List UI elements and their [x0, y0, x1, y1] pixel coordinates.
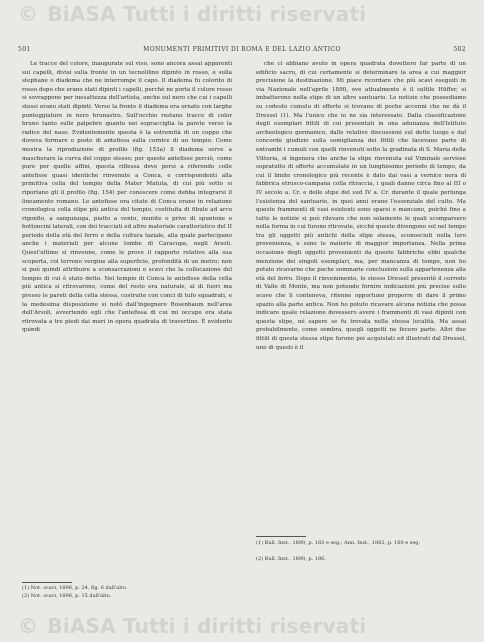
right-footnote-rule — [256, 536, 306, 537]
page-number-left: 501 — [18, 46, 31, 53]
watermark-top — [18, 2, 468, 26]
page-number-right: 502 — [453, 46, 466, 53]
left-footnote-2: (2) Not. scavi, 1896, p. 15 dall'alto. — [22, 593, 112, 599]
running-header — [18, 46, 466, 58]
watermark-text: BiASA Tutti i diritti riservati — [47, 614, 367, 638]
right-footnote-2: (2) Bull. Inst., 1890, p. 186. — [256, 556, 326, 562]
right-footnote-1: (1) Bull. Inst., 1890, p. 183 e seg.; Ann. Inst., 1882, p. 160 e seg. — [256, 540, 421, 546]
copyright-icon: © — [18, 614, 39, 638]
left-footnote-rule — [22, 582, 72, 583]
copyright-icon: © — [18, 2, 39, 26]
left-column-text: Le tracce del colore, inaugurate sul viso, sono ancora assai apparenti sui capelli, divisi sulla fronte in un tecnolilino dipinto in rosso, e sulla stephane o diadema che ne interrompe il capo. Il diadema fu colorito di rosso dopo che erano stati dipinti i capelli, perchè ne porta il colore rosso si sovrappone per inesattezza dell'artista, anche sul nero che cui i capelli stessi erano stati dipinti. Verso la fronte il diadema era ornato con larghe punteggiature in nero brunastro. Sull'occhio restano tracce di color bruno tanto sulle palpebre quanto nei sopracciglia la parete verso la radice del naso. Evidentemente questa è la estremità di un coppo che doveva formare o posto di antefissa sulla cornice di un tempio. Come mostra la riproduzione di profilo (fig. 153a) il diadema serve a mascherare la curva del coppo stesso; per queste antefisse perciò, come pure per quelle affini, questa riflessa deve porsi a riferendo colle antefisse quasi identiche rinvenute a Conca, e corrispondenti alla primitiva cella del tempio della Mater Matuta, di cui più sotto si riportano gli il profilo (fig. 154) per conoscere come debba integrarsi il lineamento romano. Le antefisse ora citate di Conca erano in relazione cronologica colla stipe più antica del tempio, costituita di fibule ad arco rigonfio, a sanguisuga, piatto a vento, munite o prive di spuntone o bottoncini laterali, con dei tracciati ed altro materiale caratteristico del II periodo della età del ferro e della cultura laziale, alla quale partecipano anche i materiali per alcune tombe di Caracupa, negli Arsoli. Quest'ultimo si rinvenne, come le prove il rapporto relativo alla sua scoperta, col terreno vergine alla superficie, profondità di un metro; non si può quindi attribuire a sconsacrazioni o scavi che la collocazione del tempio di cui è stato detto. Nel tempio di Conca le antefisse della cella più antica si ritrovarono, come del resto era naturale, al di fuori ma presso le pareti della cella stessa, costruite con conci di tufo squadrati, e la medesima disposizione si notò dall'ingegnere Rosenbaum nell'area dell'Arsoli, avvertendo egli che l'antefissa di cui mi occupo era stata ritrovata a tre piedi dai muri in opera quadrata di travertino. È evidente quindi — [22, 61, 232, 334]
right-column — [256, 60, 466, 532]
left-footnote-1: (1) Not. scavi, 1896, p. 24, fig. 6 dall'alto. — [22, 585, 128, 591]
running-title: MONUMENTI PRIMITIVI DI ROMA E DEL LAZIO ANTICO — [143, 46, 341, 53]
watermark-text: BiASA Tutti i diritti riservati — [47, 2, 367, 26]
watermark-bottom — [18, 614, 468, 638]
right-column-text: che ci abbiano avuto in opera quadrata dovettero far parte di un edificio sacro, di cui certamente si determinare la area a cui maggior precisione la destinazione. Mi piace ricordare che più scavi eseguiti in via Nazionale nell'aprile 1890, ove attualmente è il sultìle Hüffer, si imbatterono nella stipe di un altro santuario. Le notizie che possediamo su codesto cumulo di offerte si trovano di poche accenni che ne dà il Dressel (1). Ma l'unico che io ne sia interessato. Dalla classificazione degli esemplari fittili di cui presentati in una adunanza dell'Istituto archeologico germanico, dalle relative discussioni sul dette luogo e dal concorde giudizio sulla somiglianza dei fittili che facevano parte di entrambi i cumuli con quelli rinvenuti sotto la gradinata di S. Maria della Vittoria, si ingenera che anche la stipe rinvenuta sul Viminale servisse sopratutto di offerte accumulate in un lunghissimo periodo di tempo, da cui il limite cronologico più recente è dato dai vasi a vernice nera di fabbrica etrusco-campana colla ritraccia, i quali danno circa fino al III o IV secolo a. Cr. e delle stipe del sud IV a. Cr. durante il quale perlunga l'esistenza del santuario, in quei anni erano l'essenziale del culto. Ma queste frammenti di vasi esistenti sono sparsi e mancano, poiché fino a tutte le notizie si può rilevare che non solamente le quali scomparsero nella forma in cui furono ritrovate, sicché queste divengono sol nel tempo tra gli oggetti più antichi della stipe stessa, sconosciuti nella loro provenienza, e sono le materie di maggior importanza. Nella prima occasione degli oggetti provenienti da queste fabbriche ebbi qualche menzione dei singoli esemplari, ma, per mancanza di tempo, non ho potuto ricavarne che poche sommarie conclusioni sulla appartenenza alla età del ferro. Dopo il rinvenimento, lo stesso Dressel presentò il corredo di Valle di Monte, ma non potendo fornire indicazioni più precise sullo scavo che li conteneva, ritenne opportuno proporre di dare il primo spazio alla parte antica. Non ho potuto ricavare alcuna notizia che possa indicare quale relazione dovessero avere i frammenti di vasi dipinti con questa stipe, né sapere se fu trovata nella stessa località. Ma assai probabilmente, come sembra, quegli oggetti ne fecero parte. Altri due fittili di questa stessa stipe furono poi acquistati ed illustrati dal Dressel, uno di questi è il — [256, 61, 466, 351]
left-column — [22, 60, 232, 578]
